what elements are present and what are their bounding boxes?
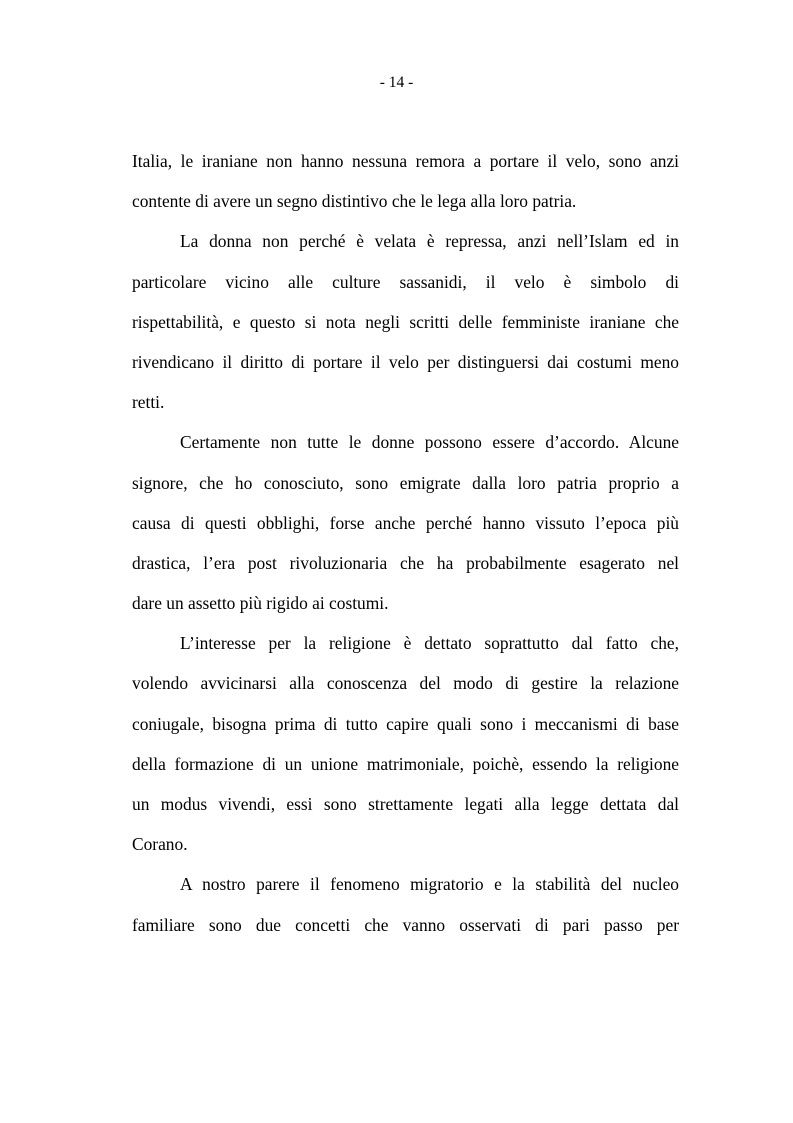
text-line: volendo avvicinarsi alla conoscenza del modo di gestire la relazione: [132, 673, 679, 694]
text-line: retti.: [132, 392, 165, 413]
text-line: Corano.: [132, 834, 188, 855]
text-line: Certamente non tutte le donne possono essere d’accordo. Alcune: [180, 432, 679, 453]
text-line: signore, che ho conosciuto, sono emigrate dalla loro patria proprio a: [132, 472, 679, 493]
body-text: [132, 141, 679, 945]
text-line: familiare sono due concetti che vanno osservati di pari passo per: [132, 914, 679, 935]
text-line: drastica, l’era post rivoluzionaria che ha probabilmente esagerato nel: [132, 552, 679, 573]
text-line: Italia, le iraniane non hanno nessuna remora a portare il velo, sono anzi: [132, 151, 679, 171]
page-number: - 14 -: [379, 74, 414, 91]
text-line: contente di avere un segno distintivo che le lega alla loro patria.: [132, 191, 577, 212]
text-line: A nostro parere il fenomeno migratorio e la stabilità del nucleo: [180, 874, 679, 895]
text-line: un modus vivendi, essi sono strettamente legati alla legge dettata dal: [132, 794, 679, 814]
text-line: coniugale, bisogna prima di tutto capire quali sono i meccanismi di base: [132, 713, 679, 734]
text-line: rivendicano il diritto di portare il velo per distinguersi dai costumi meno: [132, 351, 679, 372]
text-line: particolare vicino alle culture sassanidi, il velo è simbolo di: [132, 271, 679, 292]
text-line: della formazione di un unione matrimoniale, poichè, essendo la religione: [132, 753, 679, 774]
text-line: causa di questi obblighi, forse anche perché hanno vissuto l’epoca più: [132, 512, 679, 533]
text-line: La donna non perché è velata è repressa, anzi nell’Islam ed in: [180, 231, 679, 252]
text-line: L’interesse per la religione è dettato soprattutto dal fatto che,: [180, 633, 679, 654]
text-line: rispettabilità, e questo si nota negli scritti delle femministe iraniane che: [132, 311, 679, 332]
text-line: dare un assetto più rigido ai costumi.: [132, 593, 389, 614]
